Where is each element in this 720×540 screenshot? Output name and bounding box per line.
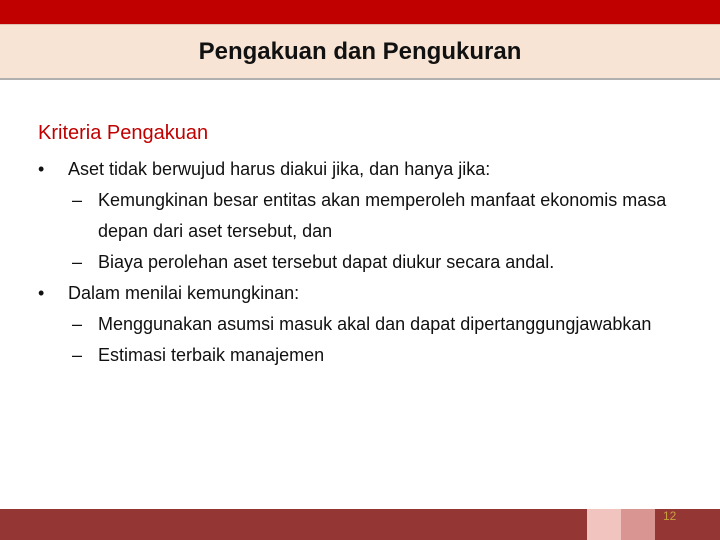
bullet-item xyxy=(38,278,678,309)
dash-marker: – xyxy=(72,252,83,272)
sub-bullet-item xyxy=(38,309,678,340)
dash-marker: – xyxy=(72,314,83,334)
bullet-marker: • xyxy=(38,283,45,303)
bullet-marker: • xyxy=(38,159,45,179)
sub-bullet-item xyxy=(38,340,678,371)
sub-bullet-text: Menggunakan asumsi masuk akal dan dapat dipertanggungjawabkan xyxy=(98,314,652,334)
slide-title: Pengakuan dan Pengukuran xyxy=(198,37,522,65)
dash-marker: – xyxy=(72,190,83,210)
page-number: 12 xyxy=(663,509,677,523)
section-heading: Kriteria Pengakuan xyxy=(38,122,209,144)
footer-segment-light xyxy=(587,509,621,540)
sub-bullet-item xyxy=(38,247,678,278)
top-accent-stripe xyxy=(0,0,720,24)
bullet-text: Aset tidak berwujud harus diakui jika, dan hanya jika: xyxy=(68,159,491,179)
dash-marker: – xyxy=(72,345,83,365)
sub-bullet-text: Kemungkinan besar entitas akan memperoleh manfaat ekonomis masa depan dari aset tersebut, dan xyxy=(98,190,667,241)
bullet-text: Dalam menilai kemungkinan: xyxy=(68,283,300,303)
footer-segment-main xyxy=(0,509,587,540)
sub-bullet-text: Estimasi terbaik manajemen xyxy=(98,345,325,365)
sub-bullet-text: Biaya perolehan aset tersebut dapat diukur secara andal. xyxy=(98,252,555,272)
footer-segment-mid xyxy=(621,509,655,540)
bullet-item xyxy=(38,154,678,185)
sub-bullet-item xyxy=(38,185,678,247)
slide-content xyxy=(38,118,678,371)
footer-bar xyxy=(0,509,720,540)
title-band xyxy=(0,24,720,80)
footer-segment-page xyxy=(655,509,720,540)
